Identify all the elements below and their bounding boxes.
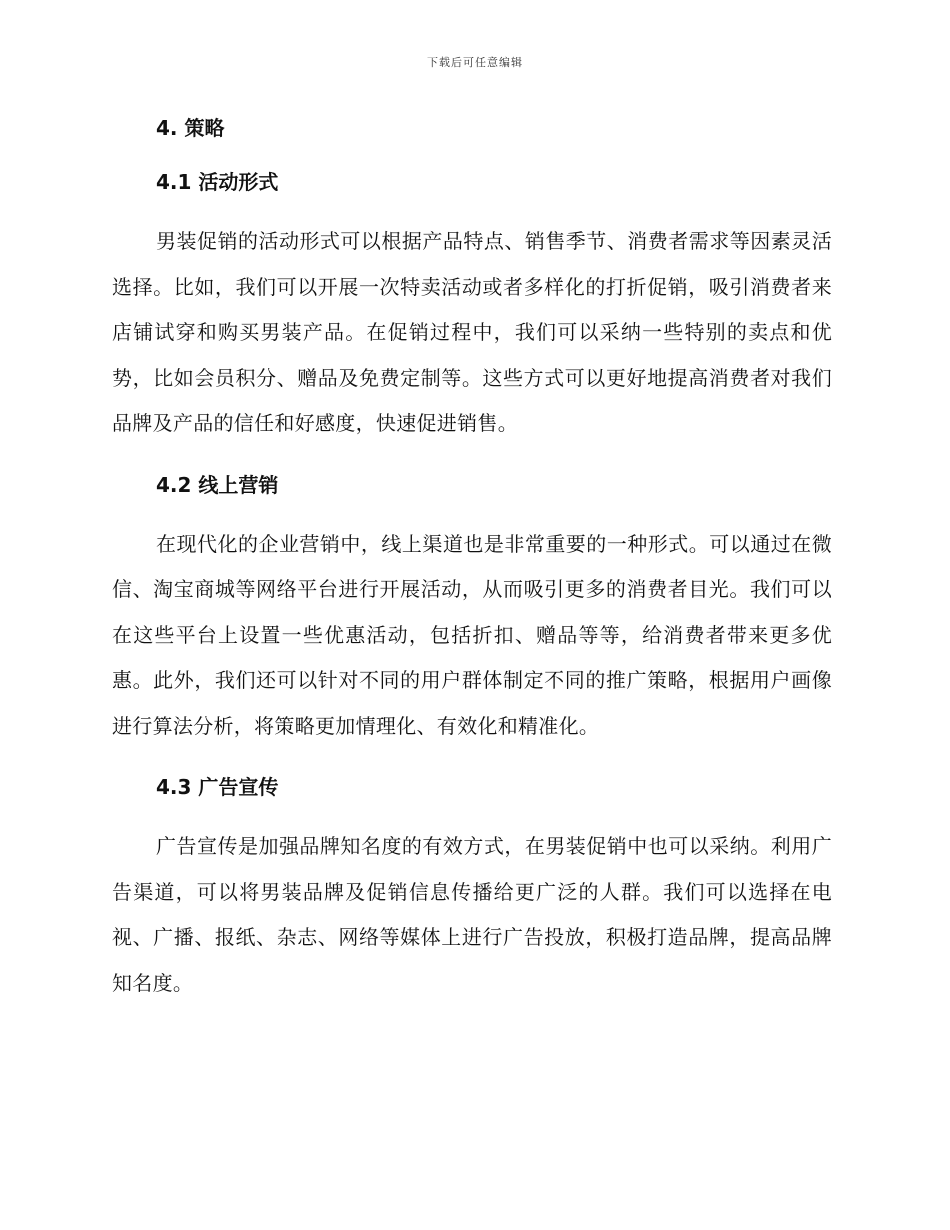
section-heading-activity-form: 4.1 活动形式: [156, 170, 279, 194]
paragraph-online-marketing: 在现代化的企业营销中，线上渠道也是非常重要的一种形式。可以通过在微信、淘宝商城等网络平台进行开展活动，从而吸引更多的消费者目光。我们可以在这些平台上设置一些优惠活动，包括折扣、赠品等等，给消费者带来更多优惠。此外，我们还可以针对不同的用户群体制定不同的推广策略，根据用户画像进行算法分析，将策略更加情理化、有效化和精准化。: [112, 531, 832, 738]
paragraph-activity-form: 男装促销的活动形式可以根据产品特点、销售季节、消费者需求等因素灵活选择。比如，我们可以开展一次特卖活动或者多样化的打折促销，吸引消费者来店铺试穿和购买男装产品。在促销过程中，我们可以采纳一些特别的卖点和优势，比如会员积分、赠品及免费定制等。这些方式可以更好地提高消费者对我们品牌及产品的信任和好感度，快速促进销售。: [112, 229, 832, 435]
page-header-note: 下载后可任意编辑: [427, 56, 523, 69]
section-heading-online-marketing: 4.2 线上营销: [156, 472, 279, 497]
section-heading-advertising: 4.3 广告宣传: [156, 775, 279, 799]
section-heading-strategy: 4. 策略: [156, 116, 225, 140]
document-body: [112, 112, 832, 1006]
paragraph-advertising: 广告宣传是加强品牌知名度的有效方式，在男装促销中也可以采纳。利用广告渠道，可以将男装品牌及促销信息传播给更广泛的人群。我们可以选择在电视、广播、报纸、杂志、网络等媒体上进行广告投放，积极打造品牌，提高品牌知名度。: [112, 834, 832, 995]
